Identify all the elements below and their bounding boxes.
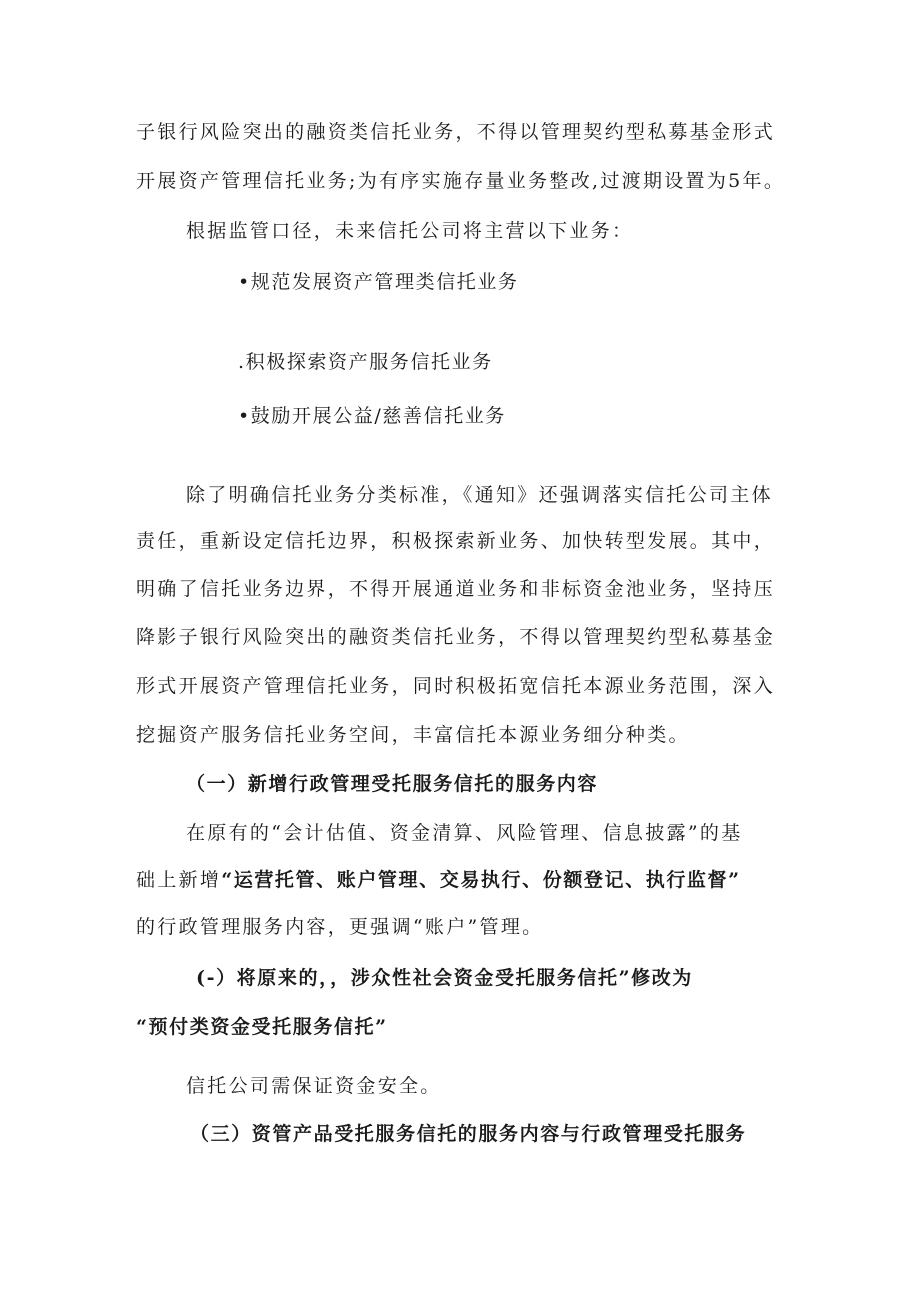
paragraph-line: 挖掘资产服务信托业务空间，丰富信托本源业务细分种类。 [136,724,690,746]
section1-line: 的行政管理服务内容，更强调“账户”管理。 [136,916,544,938]
lead-sentence: 根据监管口径，未来信托公司将主营以下业务： [186,220,634,242]
bullet-item: •鼓励开展公益/慈善信托业务 [238,405,507,427]
section-heading-1: （一）新增行政管理受托服务信托的服务内容 [186,773,599,795]
section2-text: 信托公司需保证资金安全。 [186,1075,442,1097]
intro-line-2: 开展资产管理信托业务;为有序实施存量业务整改,过渡期设置为5年。 [136,170,786,192]
bullet-item: .积极探索资产服务信托业务 [238,351,493,373]
section-heading-2-continued: “预付类资金受托服务信托” [136,1016,388,1038]
section-heading-2: (-）将原来的，，涉众性社会资金受托服务信托”修改为 [196,967,693,989]
section1-line: 在原有的“会计估值、资金清算、风险管理、信息披露”的基 [186,822,743,844]
section1-line [136,867,741,893]
intro-line-1: 子银行风险突出的融资类信托业务，不得以管理契约型私募基金形式 [136,121,776,143]
section1-emphasis: “运营托管、账户管理、交易执行、份额登记、执行监督” [221,869,741,891]
paragraph-line: 形式开展资产管理信托业务，同时积极拓宽信托本源业务范围，深入 [136,675,776,697]
section-heading-3: （三）资管产品受托服务信托的服务内容与行政管理受托服务 [190,1123,747,1145]
bullet-item: •规范发展资产管理类信托业务 [238,271,519,293]
paragraph-line: 责任，重新设定信托边界，积极探索新业务、加快转型发展。其中， [136,530,776,552]
paragraph-line: 除了明确信托业务分类标准，《通知》还强调落实信托公司主体 [186,484,773,506]
paragraph-line: 明确了信托业务边界，不得开展通道业务和非标资金池业务，坚持压 [136,578,776,600]
paragraph-line: 降影子银行风险突出的融资类信托业务，不得以管理契约型私募基金 [136,626,776,648]
section1-line-start: 础上新增 [136,869,222,891]
